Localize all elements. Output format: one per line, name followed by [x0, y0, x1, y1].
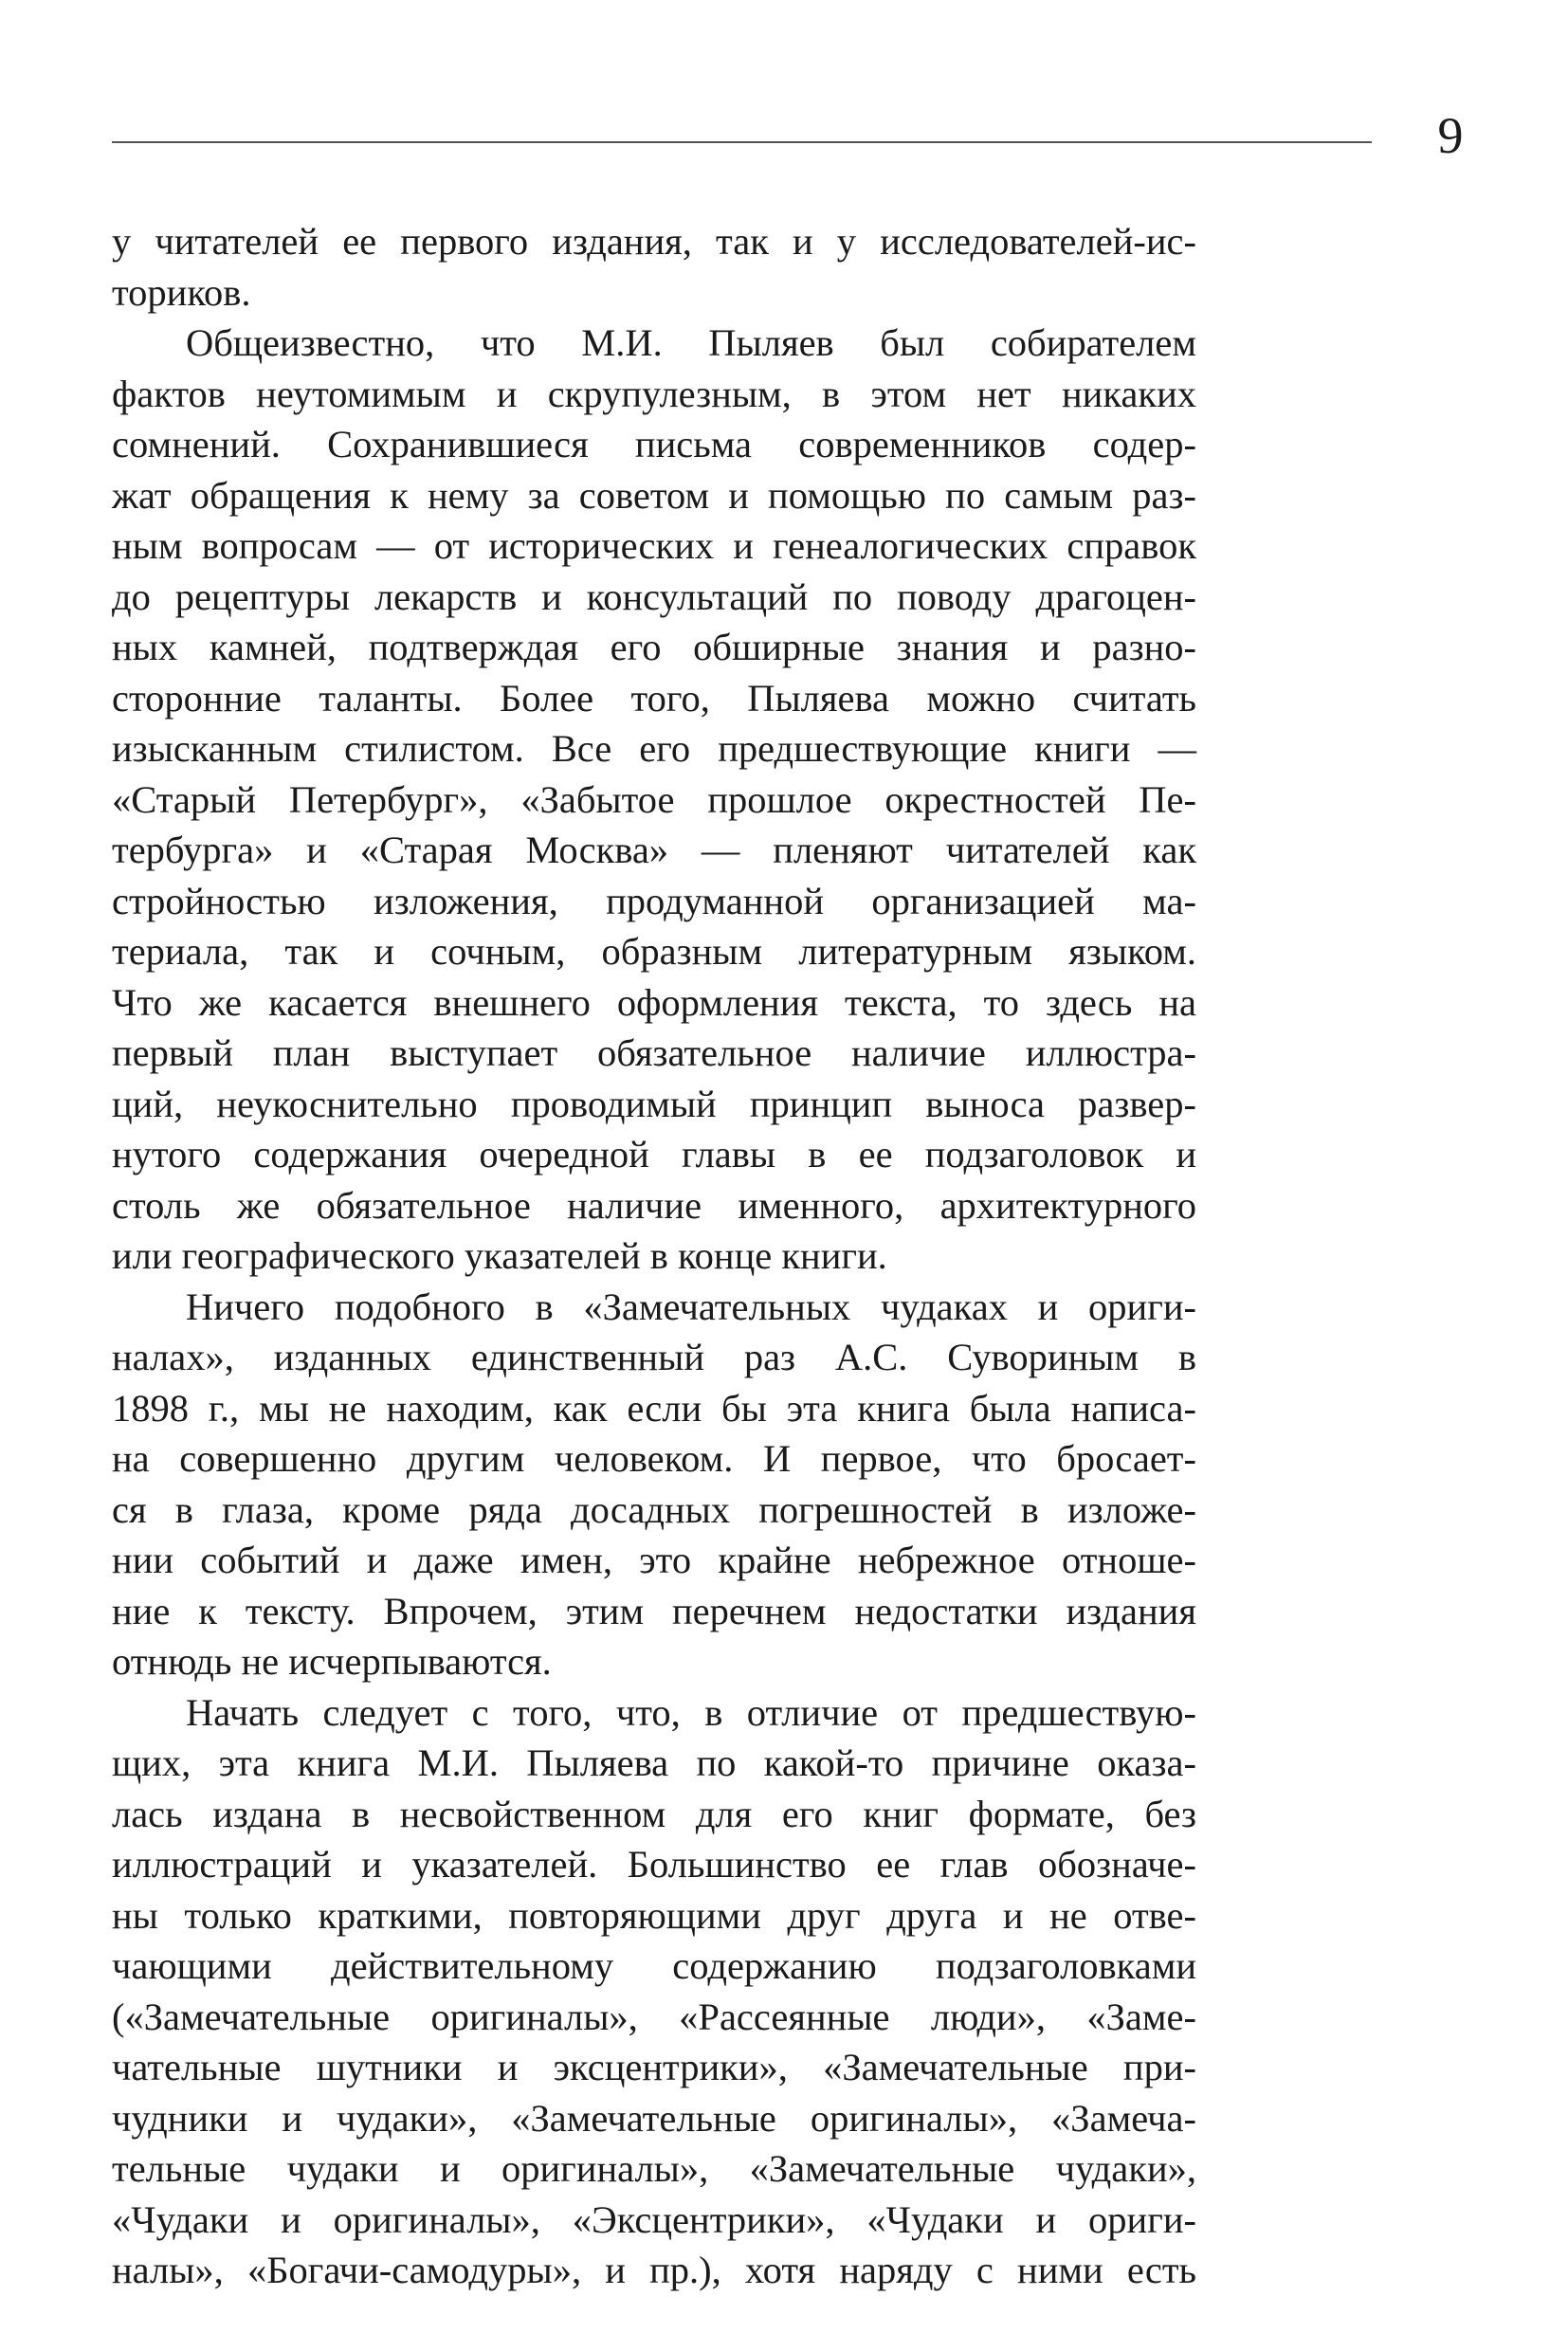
text-line: нутого содержания очередной главы в ее подзаголовок и [112, 1133, 1196, 1176]
text-line: «Старый Петербург», «Забытое прошлое окрестностей Пе- [112, 777, 1196, 821]
text-line: териала, так и сочным, образным литературным языком. [112, 930, 1196, 973]
text-line: ние к тексту. Впрочем, этим перечнем недостатки издания [112, 1589, 1196, 1632]
text-line: на совершенно другим человеком. И первое, что бросает- [112, 1437, 1196, 1480]
text-line: стройностью изложения, продуманной организацией ма- [112, 879, 1196, 922]
text-line: тербурга» и «Старая Москва» — пленяют читателей как [112, 829, 1196, 871]
text-line: ным вопросам — от исторических и генеалогических справок [112, 524, 1196, 567]
text-line: налах», изданных единственный раз А.С. Сувориным в [112, 1336, 1196, 1378]
text-line: ся в глаза, кроме ряда досадных погрешностей в изложе- [112, 1487, 1196, 1531]
text-line: или географического указателей в конце книги. [112, 1234, 887, 1277]
text-line: ций, неукоснительно проводимый принцип выноса развер- [112, 1082, 1196, 1125]
text-line: («Замечательные оригиналы», «Рассеянные люди», «Заме- [112, 1995, 1196, 2038]
text-line: Общеизвестно, что М.И. Пыляев был собирателем [186, 321, 1196, 364]
text-line: чательные шутники и эксцентрики», «Замечательные при- [112, 2046, 1196, 2088]
text-line: ных камней, подтверждая его обширные знания и разно- [112, 626, 1196, 668]
body-text [112, 216, 1196, 2296]
text-line: 1898 г., мы не находим, как если бы эта книга была написа- [112, 1386, 1196, 1430]
text-line: до рецептуры лекарств и консультаций по поводу драгоцен- [112, 574, 1196, 618]
text-line: ны только краткими, повторяющими друг друга и не отве- [112, 1893, 1196, 1937]
text-line: столь же обязательное наличие именного, архитектурного [112, 1183, 1196, 1227]
text-line: налы», «Богачи-самодуры», и пр.), хотя наряду с ними есть [112, 2249, 1196, 2291]
text-line: Что же касается внешнего оформления текста, то здесь на [112, 980, 1196, 1024]
text-line: отнюдь не исчерпываются. [112, 1640, 552, 1683]
text-line: жат обращения к нему за советом и помощью по самым раз- [112, 473, 1196, 517]
text-line: Начать следует с того, что, в отличие от предшествую- [186, 1690, 1196, 1734]
header-rule [112, 141, 1372, 143]
text-line: ториков. [112, 270, 251, 314]
text-line: тельные чудаки и оригиналы», «Замечательные чудаки», [112, 2147, 1196, 2190]
text-line: чающими действительному содержанию подзаголовками [112, 1944, 1196, 1987]
text-line: фактов неутомимым и скрупулезным, в этом нет никаких [112, 372, 1196, 415]
text-line: сторонние таланты. Более того, Пыляева можно считать [112, 676, 1196, 720]
text-line: лась издана в несвойственном для его книг формате, без [112, 1792, 1196, 1835]
text-line: «Чудаки и оригиналы», «Эксцентрики», «Чудаки и ориги- [112, 2197, 1196, 2241]
text-line: сомнений. Сохранившиеся письма современников содер- [112, 423, 1196, 465]
page-number: 9 [1437, 107, 1464, 164]
text-line: щих, эта книга М.И. Пыляева по какой-то причине оказа- [112, 1741, 1196, 1784]
text-line: чудники и чудаки», «Замечательные оригиналы», «Замеча- [112, 2096, 1196, 2140]
text-line: Ничего подобного в «Замечательных чудаках и ориги- [186, 1285, 1196, 1328]
text-line: иллюстраций и указателей. Большинство ее глав обозначе- [112, 1843, 1196, 1886]
text-line: первый план выступает обязательное наличие иллюстра- [112, 1031, 1196, 1074]
text-line: нии событий и даже имен, это крайне небрежное отноше- [112, 1539, 1196, 1581]
text-line: изысканным стилистом. Все его предшествующие книги — [112, 727, 1196, 770]
text-line: у читателей ее первого издания, так и у исследователей-ис- [112, 220, 1196, 263]
